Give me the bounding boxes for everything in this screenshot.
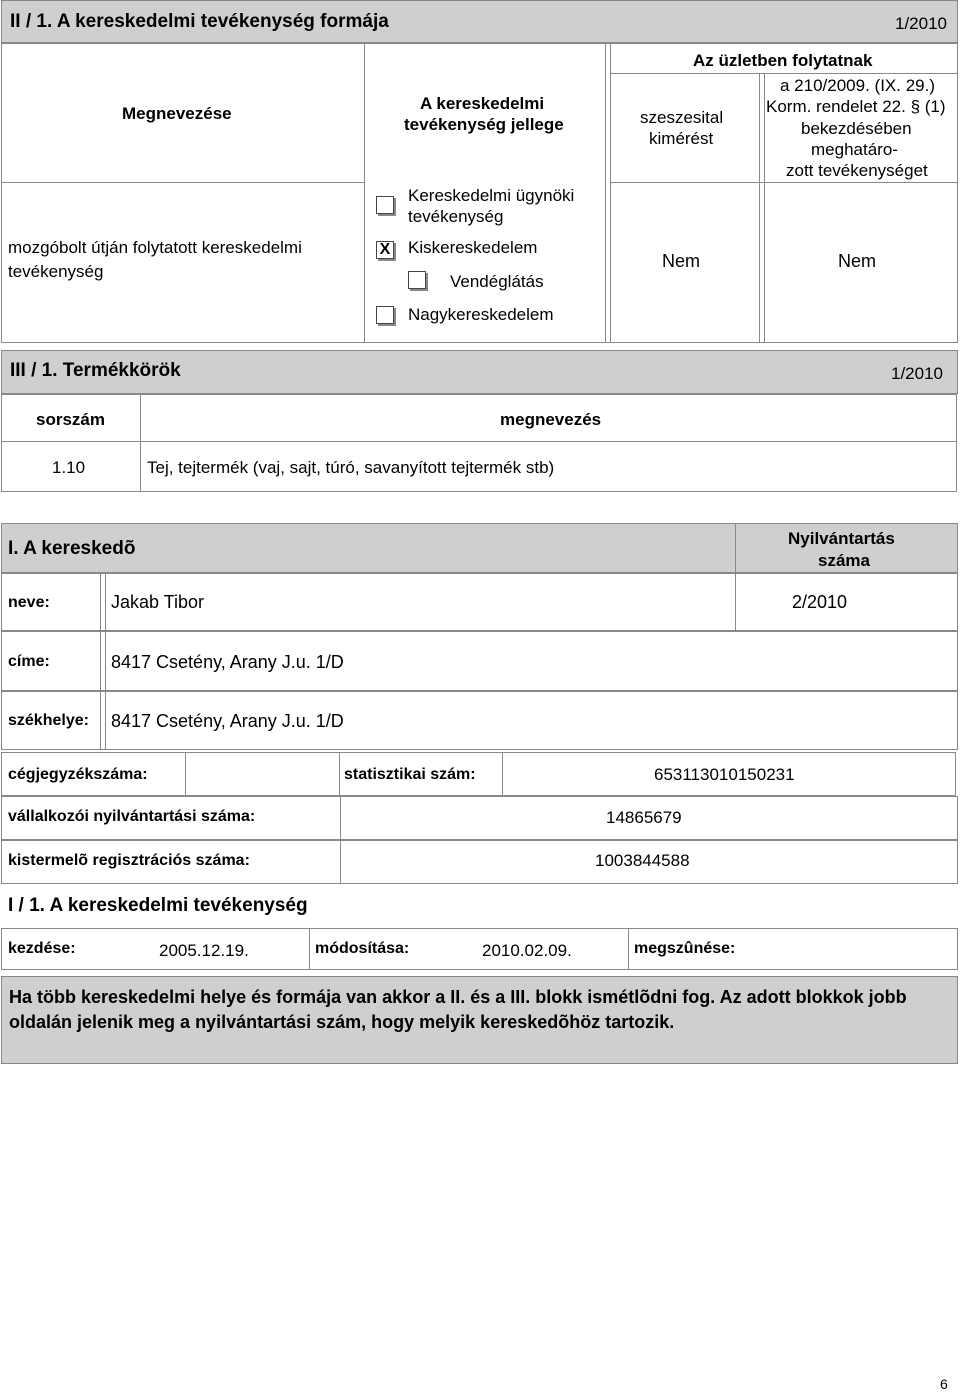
seat-label: székhelye: [8,712,89,729]
name-value: Jakab Tibor [111,592,205,612]
col-head-name: Megnevezése [122,104,232,123]
section2-code: 1/2010 [895,14,947,33]
option-wholesale-label: Nagykereskedelem [408,305,554,324]
reg-value: 2/2010 [792,592,848,612]
start-value: 2005.12.19. [159,941,249,960]
activity-dates-row [1,928,958,970]
activity-title: I / 1. A kereskedelmi tevékenység [8,895,308,916]
checkbox-wholesale[interactable] [376,306,394,324]
entrepreneur-value: 14865679 [606,808,682,827]
col-head-decree-4: meghatáro- [811,140,898,159]
end-label: megszûnése: [634,940,736,957]
company-label: cégjegyzékszáma: [8,766,148,783]
note-text: Ha több kereskedelmi helye és formája van akkor a II. és a III. blokk ismétlõdni fog. Az adott blokkok jobb oldalán jelenik meg a nyilvántartási szám, hogy melyik kereskedõhöz tartozik. [9,987,907,1032]
name-label: neve: [8,594,50,611]
section2-header [1,0,958,43]
checkbox-agent[interactable] [376,196,394,214]
reg-header-2: száma [818,551,870,570]
section1-title: I. A kereskedõ [8,538,136,559]
mod-value: 2010.02.09. [482,941,572,960]
producer-value: 1003844588 [595,851,690,870]
entrepreneur-label: vállalkozói nyilvántartási száma: [8,808,256,825]
col-head-alcohol-2: kimérést [649,129,714,148]
option-agent-label-2: tevékenység [408,207,504,226]
section3-code: 1/2010 [891,364,943,383]
col-name-header: megnevezés [500,410,602,429]
col-head-decree-3: bekezdésében [801,119,912,138]
section2-title: II / 1. A kereskedelmi tevékenység formája [10,11,389,32]
producer-label: kistermelõ regisztrációs száma: [8,852,250,869]
col-num-header: sorszám [36,410,105,429]
activity-name-2: tevékenység [8,262,104,281]
decree-value: Nem [838,251,877,271]
col-head-alcohol-1: szeszesital [640,108,724,127]
col-head-decree-1: a 210/2009. (IX. 29.) [780,76,935,95]
option-retail-label: Kiskereskedelem [408,238,538,257]
option-agent-label-1: Kereskedelmi ügynöki [408,186,575,205]
checkbox-catering[interactable] [408,271,426,289]
col-head-shop: Az üzletben folytatnak [693,51,873,70]
address-value: 8417 Csetény, Arany J.u. 1/D [111,652,344,672]
product-num: 1.10 [52,458,86,477]
section3-header [1,350,958,394]
page-number: 6 [940,1376,948,1392]
note-box [1,976,958,1064]
col-head-nature-2: tevékenység jellege [404,115,564,134]
activity-name-1: mozgóbolt útján folytatott kereskedelmi [8,238,302,257]
product-name: Tej, tejtermék (vaj, sajt, túró, savanyított tejtermék stb) [147,458,555,477]
seat-value: 8417 Csetény, Arany J.u. 1/D [111,711,344,731]
start-label: kezdése: [8,940,76,957]
col-head-decree-2: Korm. rendelet 22. § (1) [766,97,946,116]
checkbox-retail[interactable]: X [376,241,394,259]
col-head-nature-1: A kereskedelmi [420,94,545,113]
alcohol-value: Nem [662,251,701,271]
stat-value: 653113010150231 [654,765,795,784]
address-label: címe: [8,653,50,670]
section3-title: III / 1. Termékkörök [10,360,181,381]
reg-header-1: Nyilvántartás [788,529,895,548]
col-head-decree-5: zott tevékenységet [786,161,928,180]
option-catering-label: Vendéglátás [450,272,544,291]
mod-label: módosítása: [315,940,410,957]
stat-label: statisztikai szám: [344,766,476,783]
